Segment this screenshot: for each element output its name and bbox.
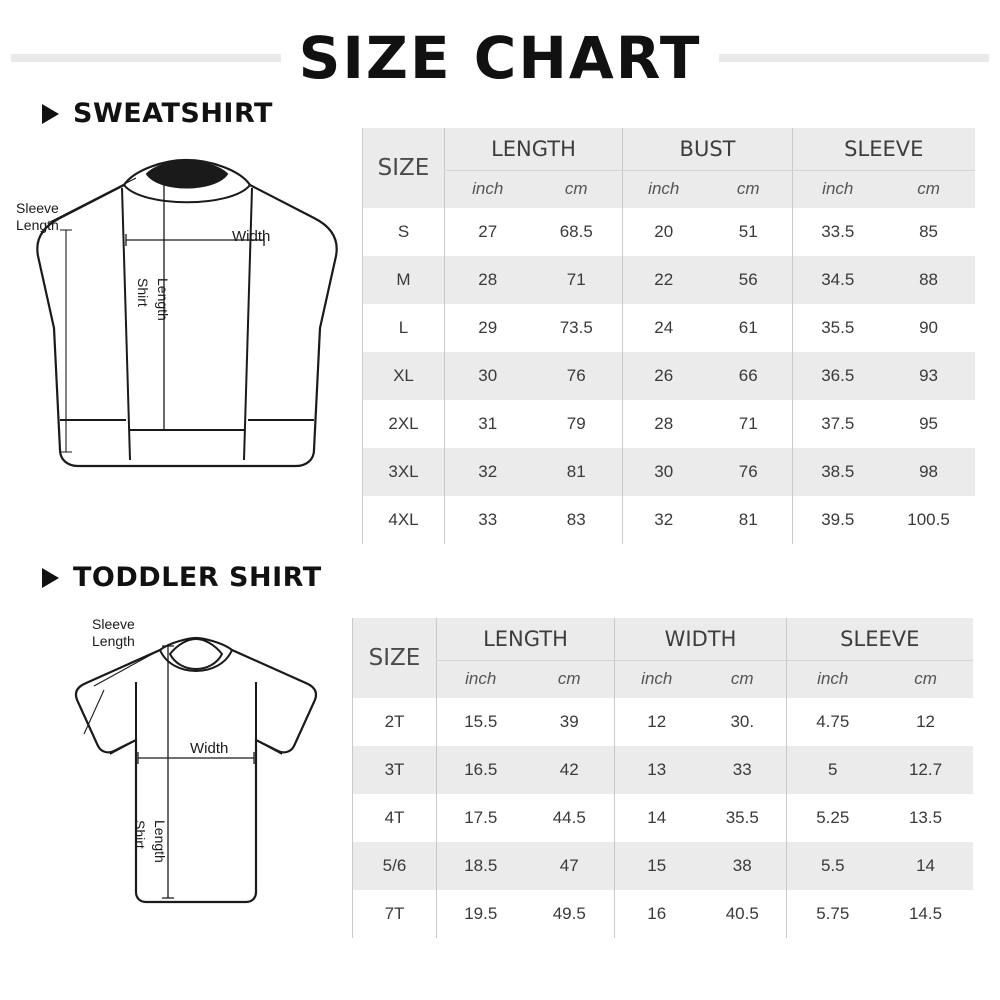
header-unit-sleeve-inch: inch (793, 170, 883, 208)
cell-size: 2T (353, 698, 437, 746)
cell-size: 3XL (363, 448, 445, 496)
table-unit-header-row (353, 660, 973, 698)
sweatshirt-sleeve-label-line2: Length (16, 217, 59, 233)
cell-size: XL (363, 352, 445, 400)
page-title-row (0, 18, 1000, 98)
cell-value: 37.5 (793, 400, 883, 448)
table-row (363, 448, 975, 496)
cell-value: 5.75 (787, 890, 879, 938)
cell-value: 15 (615, 842, 699, 890)
cell-value: 33 (699, 746, 787, 794)
cell-value: 30 (445, 352, 531, 400)
cell-value: 12 (615, 698, 699, 746)
cell-value: 33.5 (793, 208, 883, 256)
sweatshirt-width-label: Width (232, 228, 271, 245)
cell-value: 20 (623, 208, 705, 256)
header-group-length: LENGTH (445, 128, 623, 170)
toddler-shirt-label-line2: Length (152, 820, 168, 863)
cell-value: 14.5 (879, 890, 973, 938)
cell-value: 14 (879, 842, 973, 890)
section-title-toddler-shirt: TODDLER SHIRT (73, 562, 322, 593)
cell-value: 5 (787, 746, 879, 794)
cell-value: 36.5 (793, 352, 883, 400)
cell-size: 4T (353, 794, 437, 842)
cell-size: 5/6 (353, 842, 437, 890)
table-row (353, 698, 973, 746)
toddler-sleeve-length-label (92, 616, 135, 650)
cell-value: 18.5 (437, 842, 525, 890)
header-unit-width-inch: inch (615, 660, 699, 698)
cell-value: 88 (883, 256, 975, 304)
cell-value: 31 (445, 400, 531, 448)
header-size: SIZE (353, 618, 437, 698)
table-group-header-row (363, 128, 975, 170)
cell-value: 35.5 (699, 794, 787, 842)
cell-value: 28 (623, 400, 705, 448)
cell-value: 44.5 (525, 794, 615, 842)
header-group-bust: BUST (623, 128, 793, 170)
sweatshirt-shirt-length-label2 (155, 278, 171, 321)
cell-size: M (363, 256, 445, 304)
cell-value: 38 (699, 842, 787, 890)
cell-value: 13 (615, 746, 699, 794)
table-row (363, 400, 975, 448)
cell-value: 71 (531, 256, 623, 304)
header-unit-sleeve-cm: cm (883, 170, 975, 208)
toddler-shirt-label-line1: Shirt (132, 820, 148, 849)
cell-value: 42 (525, 746, 615, 794)
cell-size: 2XL (363, 400, 445, 448)
cell-value: 73.5 (531, 304, 623, 352)
sweatshirt-sleeve-length-label (16, 200, 59, 234)
triangle-bullet-icon (42, 104, 59, 124)
table-row (353, 746, 973, 794)
cell-value: 14 (615, 794, 699, 842)
header-unit-bust-cm: cm (705, 170, 793, 208)
cell-value: 39.5 (793, 496, 883, 544)
cell-value: 40.5 (699, 890, 787, 938)
cell-value: 30. (699, 698, 787, 746)
section-title-sweatshirt: SWEATSHIRT (73, 98, 273, 129)
cell-value: 16 (615, 890, 699, 938)
table-row (363, 496, 975, 544)
cell-value: 32 (623, 496, 705, 544)
cell-size: 3T (353, 746, 437, 794)
triangle-bullet-icon (42, 568, 59, 588)
cell-value: 35.5 (793, 304, 883, 352)
cell-value: 95 (883, 400, 975, 448)
cell-value: 81 (705, 496, 793, 544)
cell-value: 61 (705, 304, 793, 352)
header-group-width: WIDTH (615, 618, 787, 660)
header-unit-length-cm: cm (525, 660, 615, 698)
sweatshirt-sleeve-label-line1: Sleeve (16, 200, 59, 216)
cell-value: 28 (445, 256, 531, 304)
header-group-sleeve: SLEEVE (793, 128, 975, 170)
cell-value: 32 (445, 448, 531, 496)
cell-value: 68.5 (531, 208, 623, 256)
toddler-sleeve-label-line2: Length (92, 633, 135, 649)
cell-value: 76 (531, 352, 623, 400)
cell-value: 5.25 (787, 794, 879, 842)
toddler-width-label: Width (190, 740, 229, 757)
sweatshirt-shirt-length-label (135, 278, 151, 307)
cell-value: 12.7 (879, 746, 973, 794)
cell-value: 93 (883, 352, 975, 400)
sweatshirt-size-table (362, 128, 975, 544)
cell-value: 22 (623, 256, 705, 304)
toddler-shirt-length-label (132, 820, 148, 849)
toddler-shirt-length-label2 (152, 820, 168, 863)
cell-value: 71 (705, 400, 793, 448)
header-unit-length-cm: cm (531, 170, 623, 208)
cell-value: 33 (445, 496, 531, 544)
header-unit-length-inch: inch (437, 660, 525, 698)
header-unit-length-inch: inch (445, 170, 531, 208)
cell-value: 98 (883, 448, 975, 496)
cell-value: 79 (531, 400, 623, 448)
cell-value: 27 (445, 208, 531, 256)
table-row (353, 842, 973, 890)
table-row (363, 304, 975, 352)
table-row (363, 256, 975, 304)
cell-value: 15.5 (437, 698, 525, 746)
cell-size: 7T (353, 890, 437, 938)
title-rule-right (719, 54, 989, 62)
table-unit-header-row (363, 170, 975, 208)
cell-value: 19.5 (437, 890, 525, 938)
toddler-shirt-illustration (50, 630, 340, 930)
cell-value: 17.5 (437, 794, 525, 842)
cell-value: 12 (879, 698, 973, 746)
cell-value: 38.5 (793, 448, 883, 496)
toddler-sleeve-label-line1: Sleeve (92, 616, 135, 632)
cell-value: 83 (531, 496, 623, 544)
header-unit-bust-inch: inch (623, 170, 705, 208)
cell-size: L (363, 304, 445, 352)
cell-value: 30 (623, 448, 705, 496)
cell-value: 47 (525, 842, 615, 890)
header-unit-width-cm: cm (699, 660, 787, 698)
toddler-size-table (352, 618, 973, 938)
sweatshirt-shirt-label-line2: Length (155, 278, 171, 321)
cell-value: 76 (705, 448, 793, 496)
cell-value: 5.5 (787, 842, 879, 890)
cell-value: 34.5 (793, 256, 883, 304)
header-unit-sleeve-cm: cm (879, 660, 973, 698)
header-group-length: LENGTH (437, 618, 615, 660)
cell-value: 24 (623, 304, 705, 352)
header-unit-sleeve-inch: inch (787, 660, 879, 698)
sweatshirt-shirt-label-line1: Shirt (135, 278, 151, 307)
table-row (363, 352, 975, 400)
cell-size: S (363, 208, 445, 256)
cell-size: 4XL (363, 496, 445, 544)
cell-value: 29 (445, 304, 531, 352)
sweatshirt-illustration (14, 130, 364, 510)
title-rule-left (11, 54, 281, 62)
cell-value: 49.5 (525, 890, 615, 938)
cell-value: 90 (883, 304, 975, 352)
cell-value: 16.5 (437, 746, 525, 794)
table-row (353, 794, 973, 842)
cell-value: 26 (623, 352, 705, 400)
cell-value: 51 (705, 208, 793, 256)
header-group-sleeve: SLEEVE (787, 618, 973, 660)
table-row (363, 208, 975, 256)
cell-value: 56 (705, 256, 793, 304)
table-row (353, 890, 973, 938)
page-title: SIZE CHART (298, 24, 702, 92)
cell-value: 81 (531, 448, 623, 496)
cell-value: 85 (883, 208, 975, 256)
cell-value: 100.5 (883, 496, 975, 544)
section-header-sweatshirt (42, 98, 273, 129)
header-size: SIZE (363, 128, 445, 208)
cell-value: 4.75 (787, 698, 879, 746)
cell-value: 13.5 (879, 794, 973, 842)
table-group-header-row (353, 618, 973, 660)
section-header-toddler-shirt (42, 562, 322, 593)
cell-value: 66 (705, 352, 793, 400)
cell-value: 39 (525, 698, 615, 746)
